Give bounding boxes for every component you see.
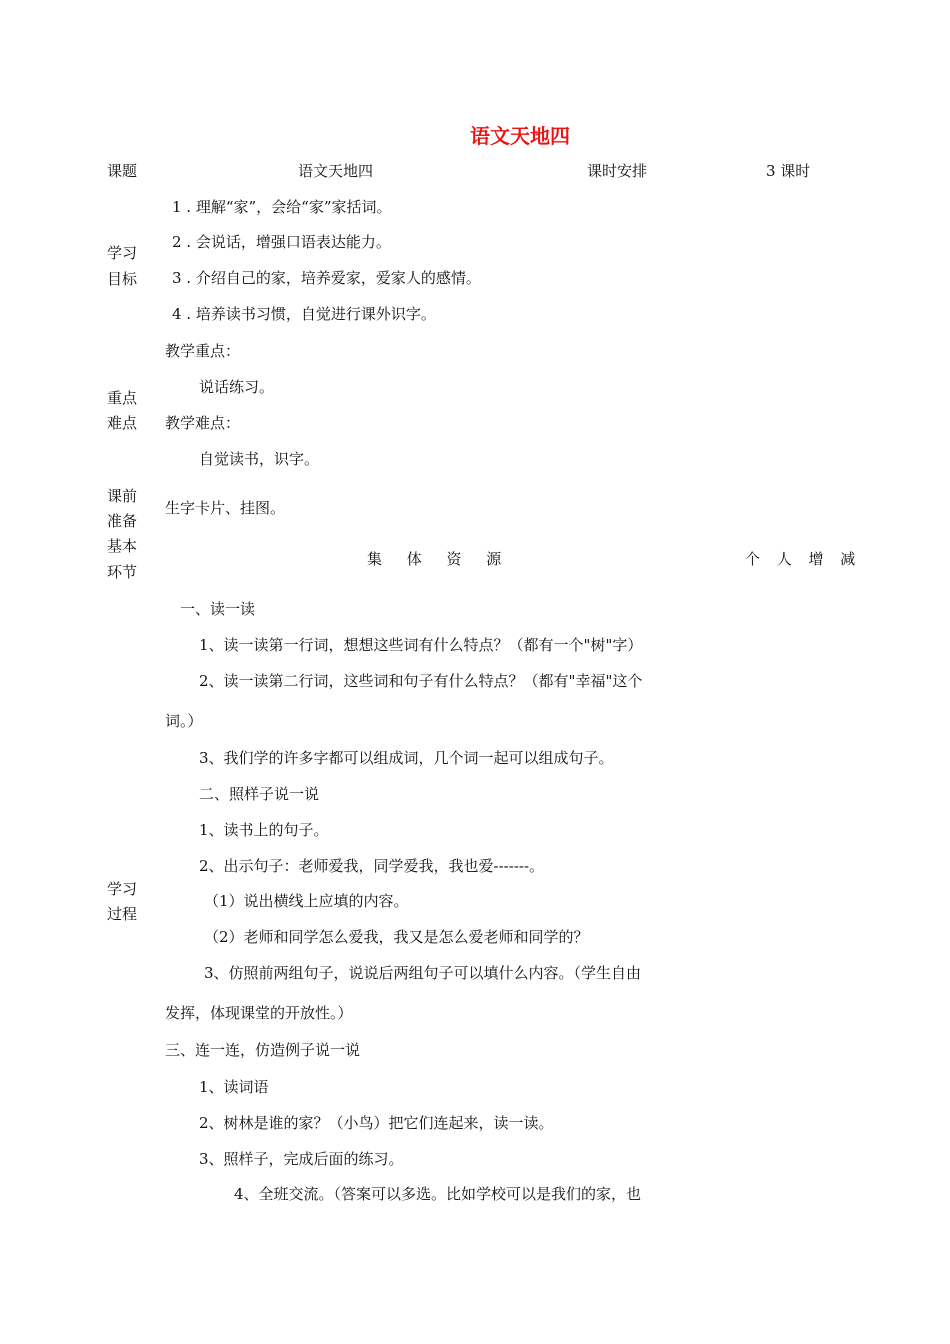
difficulty-text: 自觉读书，识字。	[199, 450, 320, 468]
preparation-text: 生字卡片、挂图。	[165, 499, 286, 517]
process-label: 过程	[107, 905, 138, 923]
process-heading: 二、照样子说一说	[199, 785, 320, 803]
column-collective-resources: 集 体 资 源	[367, 550, 512, 568]
basic-steps-label: 基本	[107, 537, 138, 555]
process-line: 4、全班交流。（答案可以多选。比如学校可以是我们的家，也	[234, 1185, 642, 1203]
column-personal-adjustments: 个 人 增 减	[745, 550, 862, 568]
process-line: 1、读词语	[199, 1078, 269, 1096]
objectives-label: 目标	[107, 270, 138, 288]
process-line: 1、读书上的句子。	[199, 821, 329, 839]
basic-steps-label: 环节	[107, 563, 138, 581]
process-heading: 一、读一读	[180, 600, 256, 618]
process-line: （1）说出横线上应填的内容。	[204, 892, 409, 910]
header-topic-value: 语文天地四	[298, 162, 374, 180]
process-line: 3、照样子，完成后面的练习。	[199, 1150, 404, 1168]
process-line: 3、我们学的许多字都可以组成词，几个词一起可以组成句子。	[199, 749, 614, 767]
header-label-schedule: 课时安排	[587, 162, 648, 180]
objective-item: 1 . 理解“家”，会给“家”家括词。	[172, 198, 392, 216]
process-line: （2）老师和同学怎么爱我，我又是怎么爱老师和同学的？	[204, 928, 589, 946]
objective-item: 3 . 介绍自己的家，培养爱家，爱家人的感情。	[172, 269, 481, 287]
header-label-topic: 课题	[107, 162, 138, 180]
process-line: 2、出示句子：老师爱我，同学爱我，我也爱-------。	[199, 857, 545, 875]
preparation-label: 课前	[107, 487, 138, 505]
preparation-label: 准备	[107, 512, 138, 530]
process-line: 2、树林是谁的家？（小鸟）把它们连起来，读一读。	[199, 1114, 554, 1132]
focus-text: 说话练习。	[199, 378, 275, 396]
keypoints-label: 重点	[107, 389, 138, 407]
objective-item: 2 . 会说话，增强口语表达能力。	[172, 233, 391, 251]
page-title: 语文天地四	[470, 124, 570, 148]
process-label: 学习	[107, 880, 138, 898]
difficulty-label: 教学难点：	[165, 414, 241, 432]
process-heading: 三、连一连，仿造例子说一说	[165, 1041, 361, 1059]
process-line: 3、仿照前两组句子，说说后两组句子可以填什么内容。（学生自由	[204, 964, 642, 982]
focus-label: 教学重点：	[165, 342, 241, 360]
process-line: 词。）	[165, 712, 203, 730]
process-line: 1、读一读第一行词，想想这些词有什么特点？（都有一个"树"字）	[199, 636, 643, 654]
process-line: 发挥，体现课堂的开放性。）	[165, 1004, 353, 1022]
header-schedule-value: 3 课时	[766, 162, 811, 180]
objectives-label: 学习	[107, 244, 138, 262]
keypoints-label: 难点	[107, 414, 138, 432]
objective-item: 4 . 培养读书习惯，自觉进行课外识字。	[172, 305, 436, 323]
process-line: 2、读一读第二行词，这些词和句子有什么特点？（都有"幸福"这个	[199, 672, 643, 690]
